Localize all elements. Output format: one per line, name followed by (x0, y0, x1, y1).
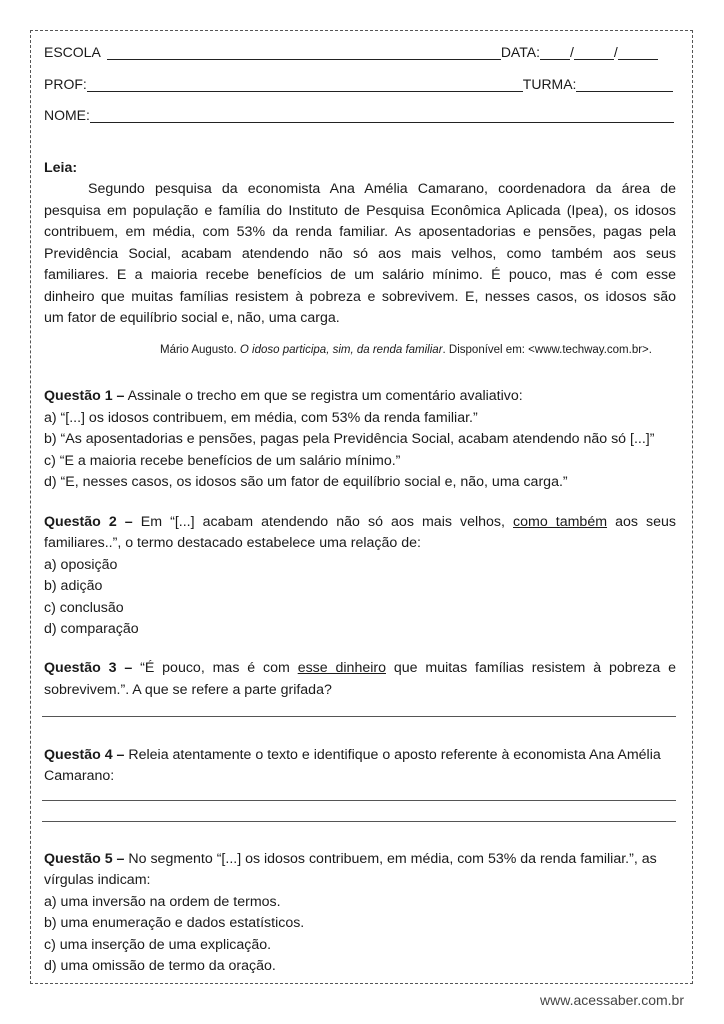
question-3-prompt-line2: sobrevivem.”. A que se refere a parte grifada? (44, 682, 332, 698)
question-2-prompt (44, 512, 676, 534)
date-month-field[interactable] (574, 46, 614, 60)
question-2-option-a[interactable]: a) oposição (44, 557, 118, 573)
teacher-label: PROF: (44, 76, 87, 92)
question-4-answer-line[interactable] (42, 800, 676, 801)
footer-website: www.acessaber.com.br (540, 992, 684, 1008)
question-1-option-a[interactable]: a) “[...] os idosos contribuem, em média, com 53% da renda familiar.” (44, 410, 478, 426)
teacher-row (44, 76, 673, 92)
name-label: NOME: (44, 107, 90, 123)
question-2-label: Questão 2 – (44, 514, 133, 530)
question-3-text: que muitas famílias resistem à pobreza e (386, 660, 676, 676)
question-3-highlighted-term: esse dinheiro (297, 660, 386, 676)
question-2-highlighted-term: como também (513, 514, 608, 530)
question-4-prompt (44, 745, 676, 767)
question-1-option-c[interactable]: c) “E a maioria recebe benefícios de um salário mínimo.” (44, 453, 401, 469)
question-3-answer-line[interactable] (42, 716, 676, 717)
date-label: DATA: (500, 44, 540, 60)
question-1-option-d[interactable]: d) “E, nesses casos, os idosos são um fator de equilíbrio social e, não, uma carga.” (44, 474, 568, 490)
source-title: O idoso participa, sim, da renda familiar (239, 344, 443, 356)
question-4-prompt-line2: Camarano: (44, 768, 115, 784)
source-citation (160, 344, 652, 356)
question-4-text: Releia atentamente o texto e identifique o aposto referente à economista Ana Amélia (124, 747, 661, 763)
class-field[interactable] (576, 78, 673, 92)
school-row (44, 44, 658, 60)
question-4-label: Questão 4 – (44, 747, 125, 763)
passage-line: Segundo pesquisa da economista Ana Amélia Camarano, coordenadora da área de (88, 181, 676, 197)
name-field[interactable] (90, 109, 674, 123)
question-1-option-b[interactable]: b) “As aposentadorias e pensões, pagas pela Previdência Social, acabam atendendo não só [...]” (44, 431, 655, 447)
question-5-prompt (44, 849, 676, 871)
question-5-prompt-line2: vírgulas indicam: (44, 872, 151, 888)
question-2-text: aos seus (607, 514, 677, 530)
passage-line: contribuem, em média, com 53% da renda familiar. As aposentadorias e pensões, pagas pela (44, 224, 676, 240)
passage-line: familiares. E a maioria recebe benefícios de um salário mínimo. É pouco, mas é com esse (44, 267, 676, 283)
question-3-prompt (44, 658, 676, 680)
question-2-option-d[interactable]: d) comparação (44, 621, 139, 637)
teacher-field[interactable] (87, 78, 523, 92)
date-year-field[interactable] (618, 46, 658, 60)
question-5-option-b[interactable]: b) uma enumeração e dados estatísticos. (44, 915, 305, 931)
reading-heading: Leia: (44, 160, 78, 176)
question-5-option-d[interactable]: d) uma omissão de termo da oração. (44, 958, 276, 974)
date-separator: / (613, 44, 618, 60)
passage-line: dinheiro que muitas famílias resistem à pobreza e sobrevivem. E, nesses casos, os idosos são (44, 289, 676, 305)
question-5-option-c[interactable]: c) uma inserção de uma explicação. (44, 937, 272, 953)
question-1-label: Questão 1 – (44, 388, 125, 404)
question-1-prompt (44, 386, 676, 408)
question-2-option-c[interactable]: c) conclusão (44, 600, 124, 616)
question-4-answer-line[interactable] (42, 821, 676, 822)
question-5-option-a[interactable]: a) uma inversão na ordem de termos. (44, 894, 281, 910)
date-separator: / (569, 44, 574, 60)
passage-line: pesquisa em população e família do Instituto de Pesquisa Econômica Aplicada (Ipea), os idosos (44, 203, 676, 219)
date-day-field[interactable] (540, 46, 570, 60)
school-field[interactable] (107, 46, 501, 60)
question-1-text: Assinale o trecho em que se registra um comentário avaliativo: (124, 388, 523, 404)
school-label: ESCOLA (44, 44, 101, 60)
source-availability: . Disponível em: <www.techway.com.br>. (442, 344, 652, 356)
question-3-text: “É pouco, mas é com (132, 660, 298, 676)
question-5-text: No segmento “[...] os idosos contribuem, em média, com 53% da renda familiar.”, as (124, 851, 657, 867)
name-row (44, 107, 674, 123)
question-2-prompt-line2: familiares..”, o termo destacado estabelece uma relação de: (44, 535, 421, 551)
question-2-text: Em “[...] acabam atendendo não só aos mais velhos, (132, 514, 514, 530)
question-2-option-b[interactable]: b) adição (44, 578, 103, 594)
passage-line: um fator de equilíbrio social e, não, uma carga. (44, 310, 340, 326)
question-5-label: Questão 5 – (44, 851, 125, 867)
class-label: TURMA: (522, 76, 577, 92)
source-author: Mário Augusto. (160, 344, 240, 356)
passage-line: Previdência Social, acabam atendendo não só aos mais velhos, como também aos seus (44, 246, 676, 262)
question-3-label: Questão 3 – (44, 660, 133, 676)
